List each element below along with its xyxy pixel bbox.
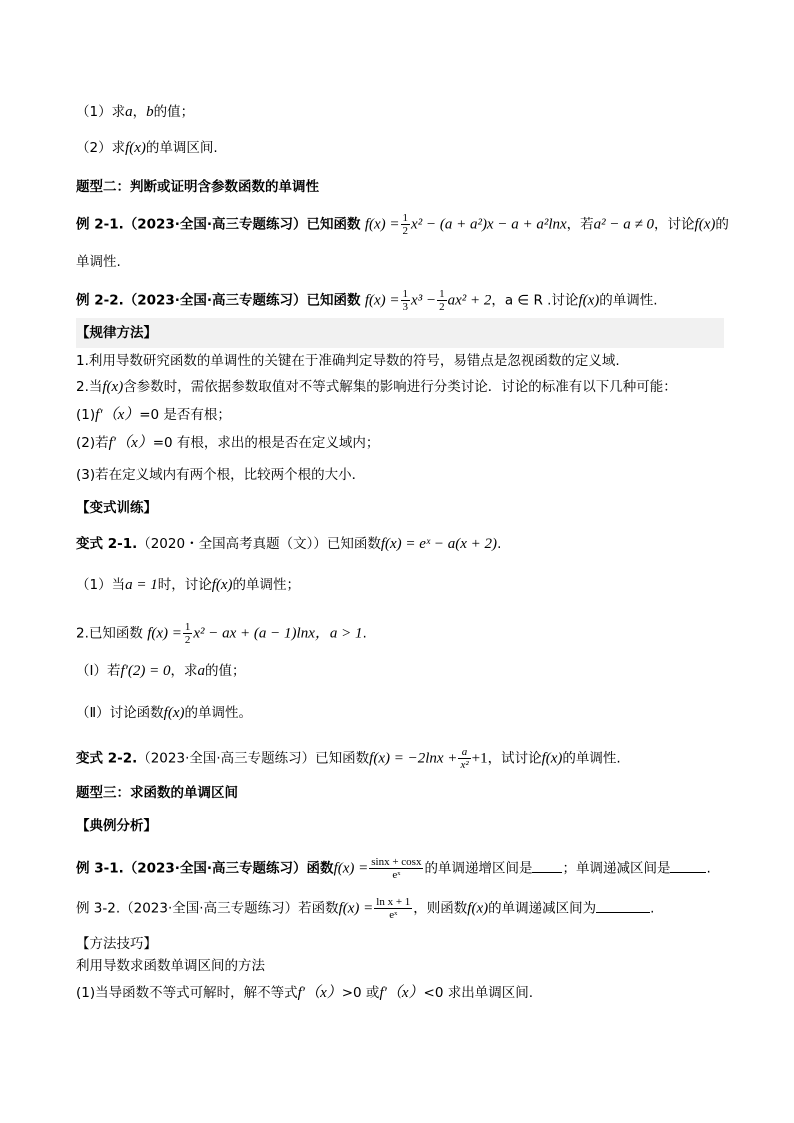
rule-heading: 【规律方法】: [76, 325, 157, 341]
rule-heading-band: [76, 318, 724, 348]
fraction: $\frac{1}{2}$: [439, 288, 445, 313]
example-2-2: 例 2-2.（2023·全国·高三专题练习）已知函数 f(x) = $\frac{1}{3}$ x³ − $\frac{1}{2}$ ax² + 2，a ∈ R .讨论f(x)的单调性.: [76, 288, 658, 313]
variant-2-2: 变式 2-2.（2023·全国·高三专题练习）已知函数f(x) = −2lnx + $\frac{a}{\text{x²}}$ +1，试讨论f(x)的单调性.: [76, 746, 621, 771]
section-title-type2: 题型二：判断或证明含参数函数的单调性: [76, 179, 319, 195]
rule-4: (2)若f′（x）=0 有根，求出的根是否在定义域内；: [76, 435, 380, 451]
fraction: $\frac{1}{3}$: [402, 288, 409, 313]
fraction: $\frac{1}{2}$: [402, 212, 409, 237]
exercise-2-part-2: （Ⅱ）讨论函数f(x)的单调性。: [76, 705, 252, 721]
fraction: $\frac{\text{ln x + 1}}{\text{eˣ}}$: [376, 896, 411, 921]
fraction: $\frac{\sin x + \cos x}{\text{eˣ}}$: [371, 856, 422, 881]
answer-blank[interactable]: [670, 860, 706, 873]
answer-blank[interactable]: [532, 860, 562, 873]
variant-2-1: 变式 2-1.（2020・全国高考真题（文））已知函数f(x) = eˣ − a(x + 2).: [76, 536, 502, 552]
question-2: （2）求f(x)的单调区间.: [76, 140, 218, 156]
variant-heading: 【变式训练】: [76, 500, 157, 516]
question-1: （1）求a，b的值；: [76, 104, 195, 120]
fraction: $\frac{1}{2}$: [184, 621, 191, 646]
example-3-2: 例 3-2.（2023·全国·高三专题练习）若函数f(x) = $\frac{\text{ln x + 1}}{\text{eˣ}}$ ，则函数f(x)的单调递减区间为 .: [76, 896, 655, 921]
example-2-1-continued: 单调性.: [76, 254, 121, 270]
method-1: 利用导数求函数单调区间的方法: [76, 958, 265, 974]
rule-3: (1)f′（x）=0 是否有根；: [76, 407, 231, 423]
section-title-type3: 题型三：求函数的单调区间: [76, 785, 238, 801]
method-2: (1)当导函数不等式可解时，解不等式f′（x）>0 或f′（x）<0 求出单调区间.: [76, 985, 534, 1001]
rule-1: 1.利用导数研究函数的单调性的关键在于准确判定导数的符号，易错点是忽视函数的定义域.: [76, 353, 620, 369]
typical-heading: 【典例分析】: [76, 818, 157, 834]
rule-5: (3)若在定义域内有两个根，比较两个根的大小．: [76, 467, 366, 483]
fraction: $\frac{a}{\text{x²}}$: [460, 746, 469, 771]
example-3-1: 例 3-1.（2023·全国·高三专题练习）函数f(x) = $\frac{\sin x + \cos x}{\text{eˣ}}$ 的单调递增区间是 ；单调递减区间是 .: [76, 856, 711, 881]
variant-2-1-question-1: （1）当a = 1时，讨论f(x)的单调性；: [76, 577, 301, 593]
exercise-2-part-1: （Ⅰ）若f′(2) = 0，求a的值；: [76, 663, 246, 679]
rule-2: 2.当f(x)含参数时，需依据参数取值对不等式解集的影响进行分类讨论．讨论的标准有以下几种可能：: [76, 379, 677, 395]
method-heading: 【方法技巧】: [76, 936, 157, 952]
answer-blank[interactable]: [596, 900, 650, 913]
exercise-2: 2.已知函数 f(x) = $\frac{1}{2}$ x² − ax + (a − 1)lnx，a > 1.: [76, 621, 367, 646]
example-2-1: 例 2-1.（2023·全国·高三专题练习）已知函数 f(x) = $\frac{1}{2}$ x² − (a + a²)x − a + a²lnx，若a² − a ≠ 0，讨论f(x)的: [76, 212, 729, 237]
